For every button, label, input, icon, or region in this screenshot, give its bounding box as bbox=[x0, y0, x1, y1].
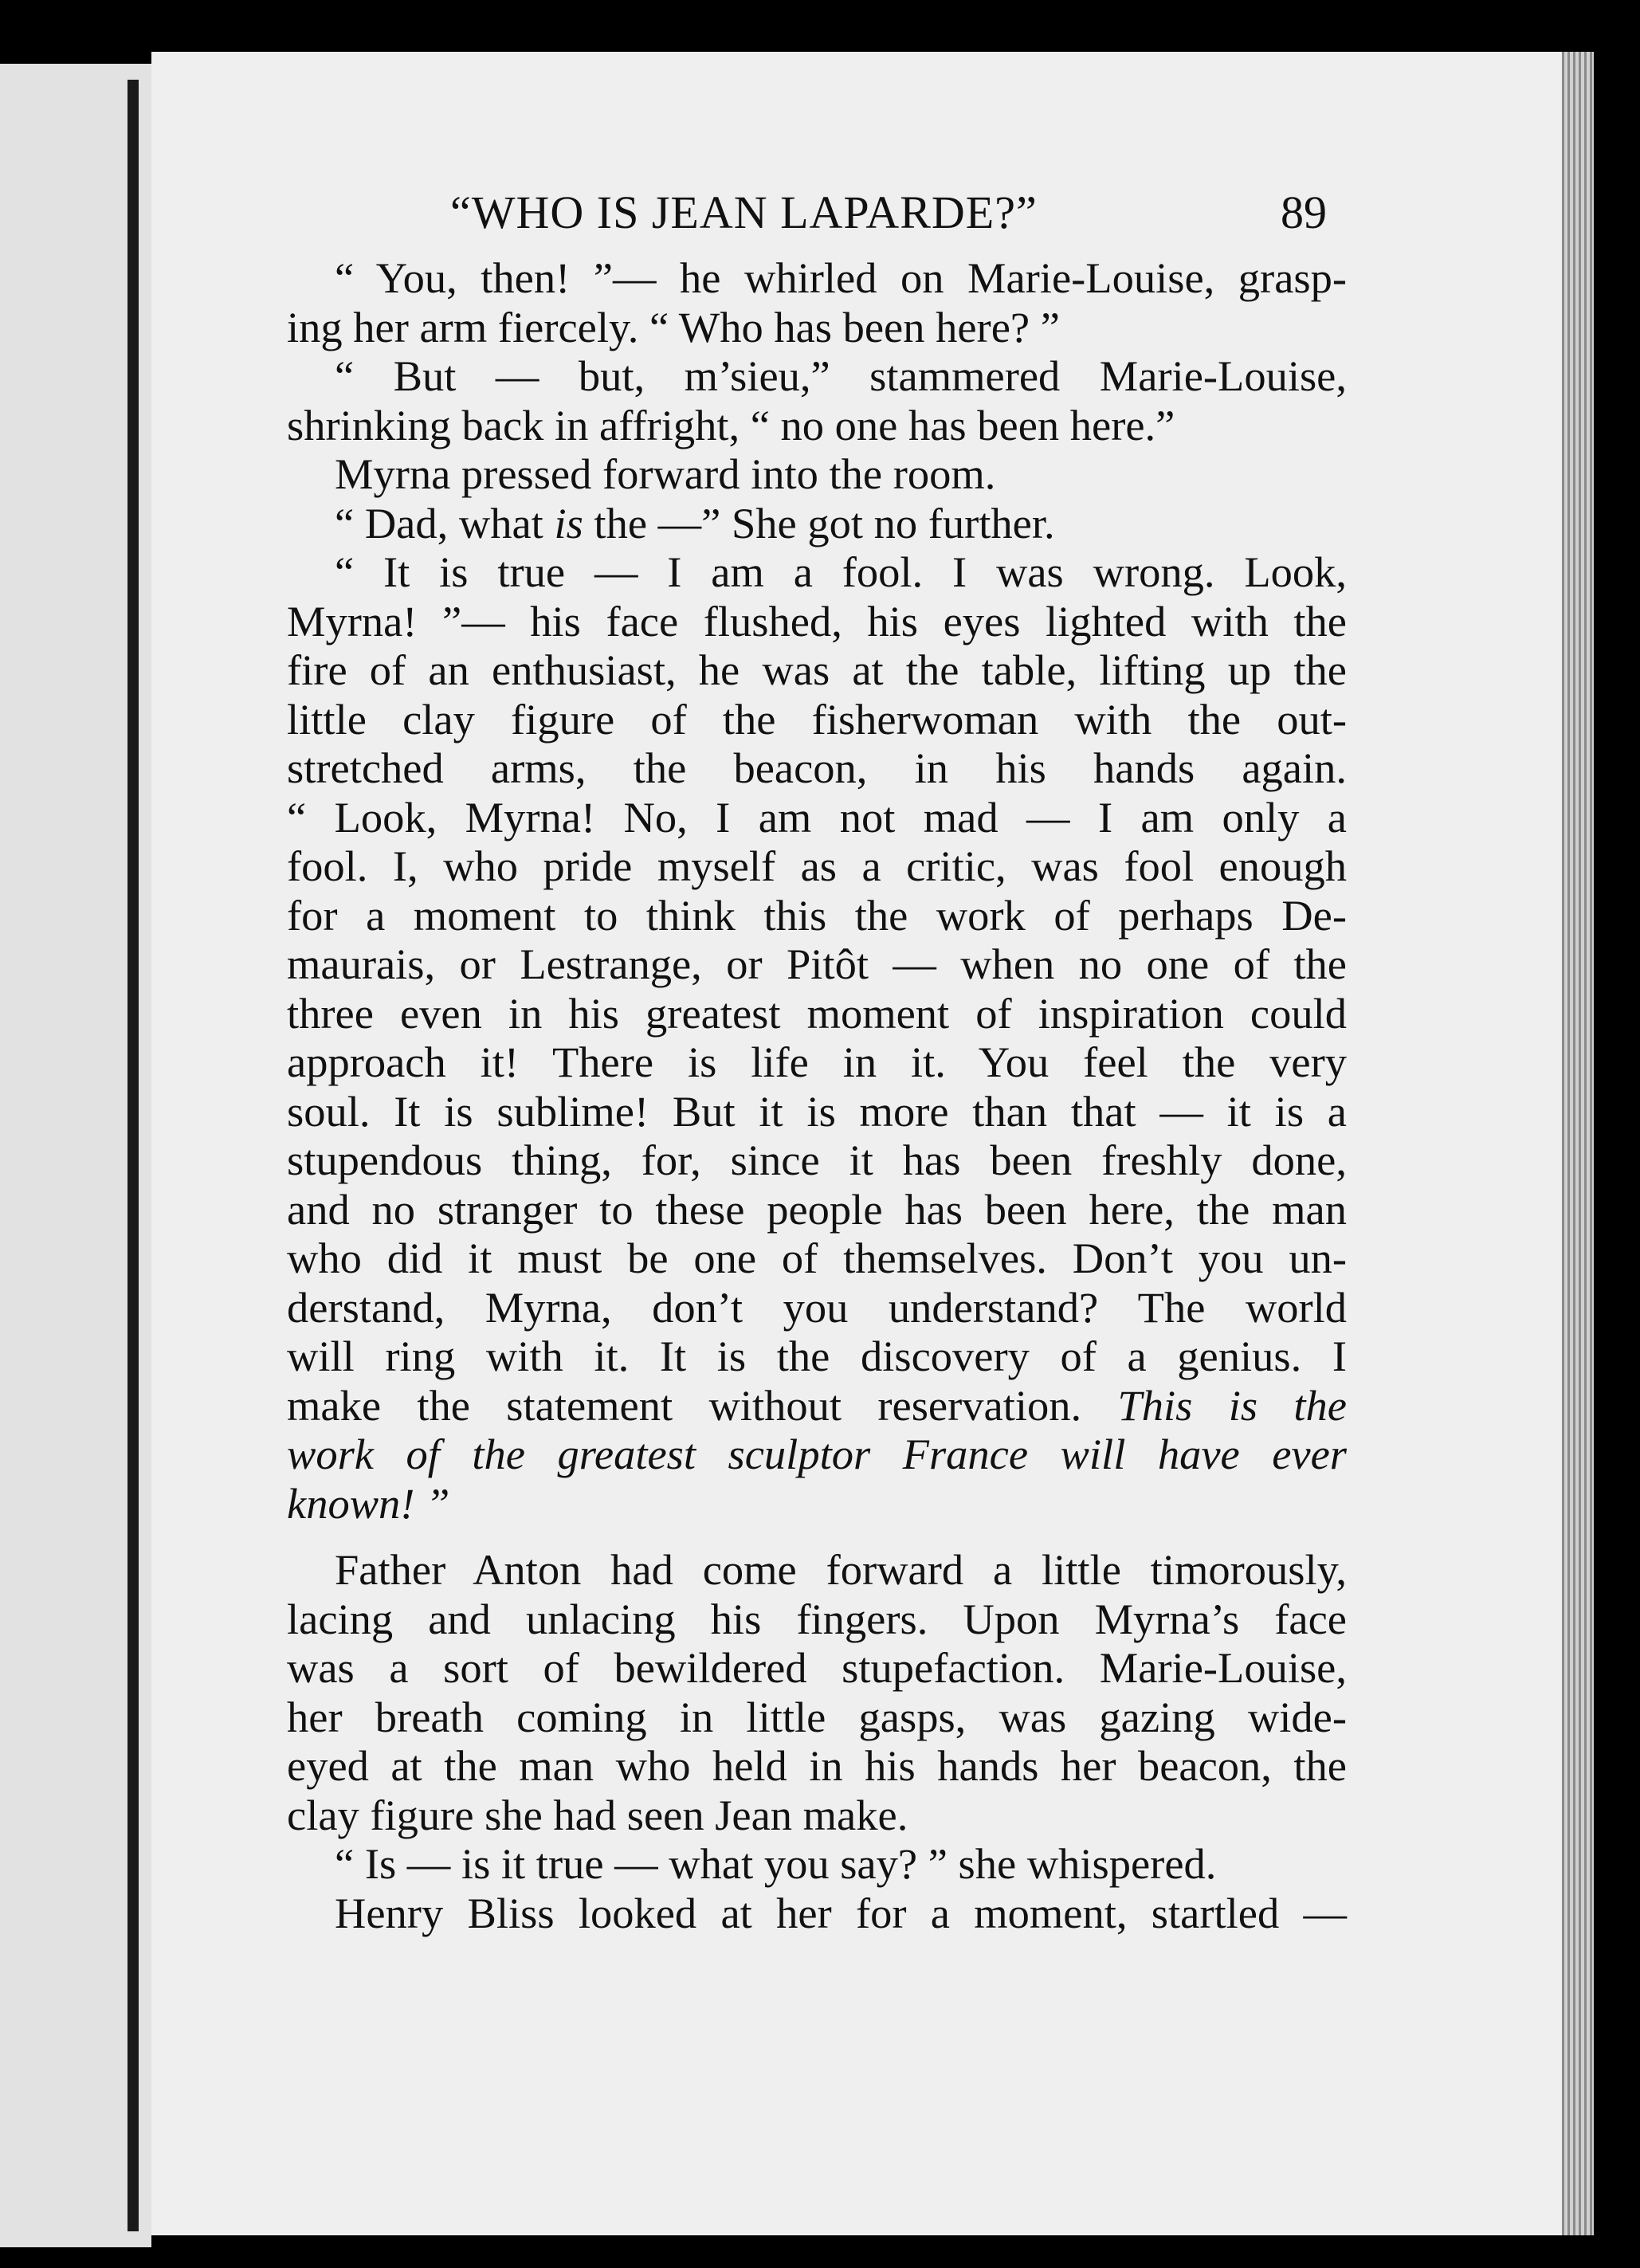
text-line bbox=[287, 597, 1347, 646]
line-text: little clay figure of the fisherwoman with the out- bbox=[287, 694, 1347, 744]
line-text: her breath coming in little gasps, was gazing wide- bbox=[287, 1692, 1347, 1741]
text-line bbox=[287, 547, 1347, 597]
line-text: three even in his greatest moment of inspiration could bbox=[287, 988, 1347, 1038]
text-line bbox=[287, 253, 1347, 303]
line-text: soul. It is sublime! But it is more than that — it is a bbox=[287, 1086, 1347, 1136]
text-line bbox=[287, 1479, 1347, 1528]
text-line bbox=[287, 1693, 1347, 1742]
text-line bbox=[287, 499, 1347, 548]
line-text: stupendous thing, for, since it has been freshly done, bbox=[287, 1136, 1347, 1184]
paragraph-gap bbox=[287, 1528, 1347, 1545]
text-line bbox=[287, 645, 1347, 695]
line-text: who did it must be one of themselves. Don’t you un- bbox=[287, 1234, 1347, 1282]
line-text: ing her arm fiercely. “ Who has been here? ” bbox=[287, 302, 1060, 351]
line-text: Father Anton had come forward a little timorously, bbox=[335, 1545, 1347, 1594]
line-text: “ It is true — I am a fool. I was wrong. Look, bbox=[335, 547, 1347, 596]
text-line bbox=[287, 744, 1347, 793]
running-head: “WHO IS JEAN LAPARDE?” bbox=[450, 186, 1038, 238]
text-line bbox=[287, 1643, 1347, 1693]
line-text: “ Dad, what bbox=[335, 498, 555, 547]
line-text: fool. I, who pride myself as a critic, was fool enough bbox=[287, 842, 1347, 890]
line-text: for a moment to think this the work of perhaps De- bbox=[287, 890, 1347, 940]
line-text-continued: the —” She got no further. bbox=[583, 498, 1055, 547]
line-text: approach it! There is life in it. You feel the very bbox=[287, 1038, 1347, 1086]
text-line bbox=[287, 303, 1347, 352]
text-line bbox=[287, 351, 1347, 401]
text-line bbox=[287, 1430, 1347, 1479]
line-text: shrinking back in affright, “ no one has been here.” bbox=[287, 400, 1175, 449]
text-line bbox=[287, 449, 1347, 499]
line-text: Myrna pressed forward into the room. bbox=[335, 449, 996, 498]
line-text: “ You, then! ”— he whirled on Marie-Louise, grasp- bbox=[335, 253, 1347, 302]
text-line bbox=[287, 1136, 1347, 1185]
line-text: Myrna! ”— his face flushed, his eyes lighted with the bbox=[287, 596, 1347, 645]
text-line bbox=[287, 1741, 1347, 1791]
text-line bbox=[287, 793, 1347, 842]
line-text: Henry Bliss looked at her for a moment, startled — bbox=[335, 1888, 1347, 1937]
binding-gutter bbox=[128, 80, 139, 2231]
line-text: “ Look, Myrna! No, I am not mad — I am only a bbox=[287, 792, 1347, 842]
line-italic-text: work of the greatest sculptor France will have ever bbox=[287, 1430, 1347, 1478]
line-italic-text: is bbox=[554, 498, 583, 547]
line-text: make the statement without reservation. bbox=[287, 1380, 1118, 1430]
page-stack-edge bbox=[1562, 52, 1594, 2235]
line-text: was a sort of bewildered stupefaction. Marie-Louise, bbox=[287, 1643, 1347, 1692]
line-text: eyed at the man who held in his hands her beacon, the bbox=[287, 1741, 1347, 1790]
text-line bbox=[287, 1381, 1347, 1430]
text-line bbox=[287, 1889, 1347, 1938]
line-text: “ Is — is it true — what you say? ” she whispered. bbox=[335, 1839, 1217, 1888]
text-line bbox=[287, 940, 1347, 989]
line-text: will ring with it. It is the discovery of a genius. I bbox=[287, 1332, 1347, 1380]
line-text: derstand, Myrna, don’t you understand? The world bbox=[287, 1282, 1347, 1332]
page-number: 89 bbox=[1281, 186, 1327, 238]
text-line bbox=[287, 891, 1347, 940]
line-text: stretched arms, the beacon, in his hands again. bbox=[287, 744, 1347, 792]
line-text: “ But — but, m’sieu,” stammered Marie-Louise, bbox=[335, 351, 1347, 400]
text-line bbox=[287, 842, 1347, 891]
page-header bbox=[450, 186, 1327, 249]
line-text: fire of an enthusiast, he was at the table, lifting up the bbox=[287, 645, 1347, 694]
line-italic-text: This is the bbox=[1117, 1380, 1347, 1430]
text-line bbox=[287, 1185, 1347, 1234]
text-line bbox=[287, 1595, 1347, 1644]
text-line bbox=[287, 989, 1347, 1038]
line-text: and no stranger to these people has been here, the man bbox=[287, 1184, 1347, 1234]
body-text bbox=[287, 253, 1347, 1937]
text-line bbox=[287, 1283, 1347, 1332]
text-line bbox=[287, 1234, 1347, 1283]
line-italic-text: known! ” bbox=[287, 1478, 450, 1528]
text-line bbox=[287, 1791, 1347, 1840]
line-text: maurais, or Lestrange, or Pitôt — when no one of the bbox=[287, 940, 1347, 988]
text-line bbox=[287, 1545, 1347, 1595]
text-line bbox=[287, 1839, 1347, 1889]
text-line bbox=[287, 401, 1347, 450]
line-text: lacing and unlacing his fingers. Upon Myrna’s face bbox=[287, 1594, 1347, 1643]
text-line bbox=[287, 1332, 1347, 1381]
line-text: clay figure she had seen Jean make. bbox=[287, 1790, 908, 1839]
text-line bbox=[287, 695, 1347, 744]
text-line bbox=[287, 1038, 1347, 1087]
text-line bbox=[287, 1087, 1347, 1136]
